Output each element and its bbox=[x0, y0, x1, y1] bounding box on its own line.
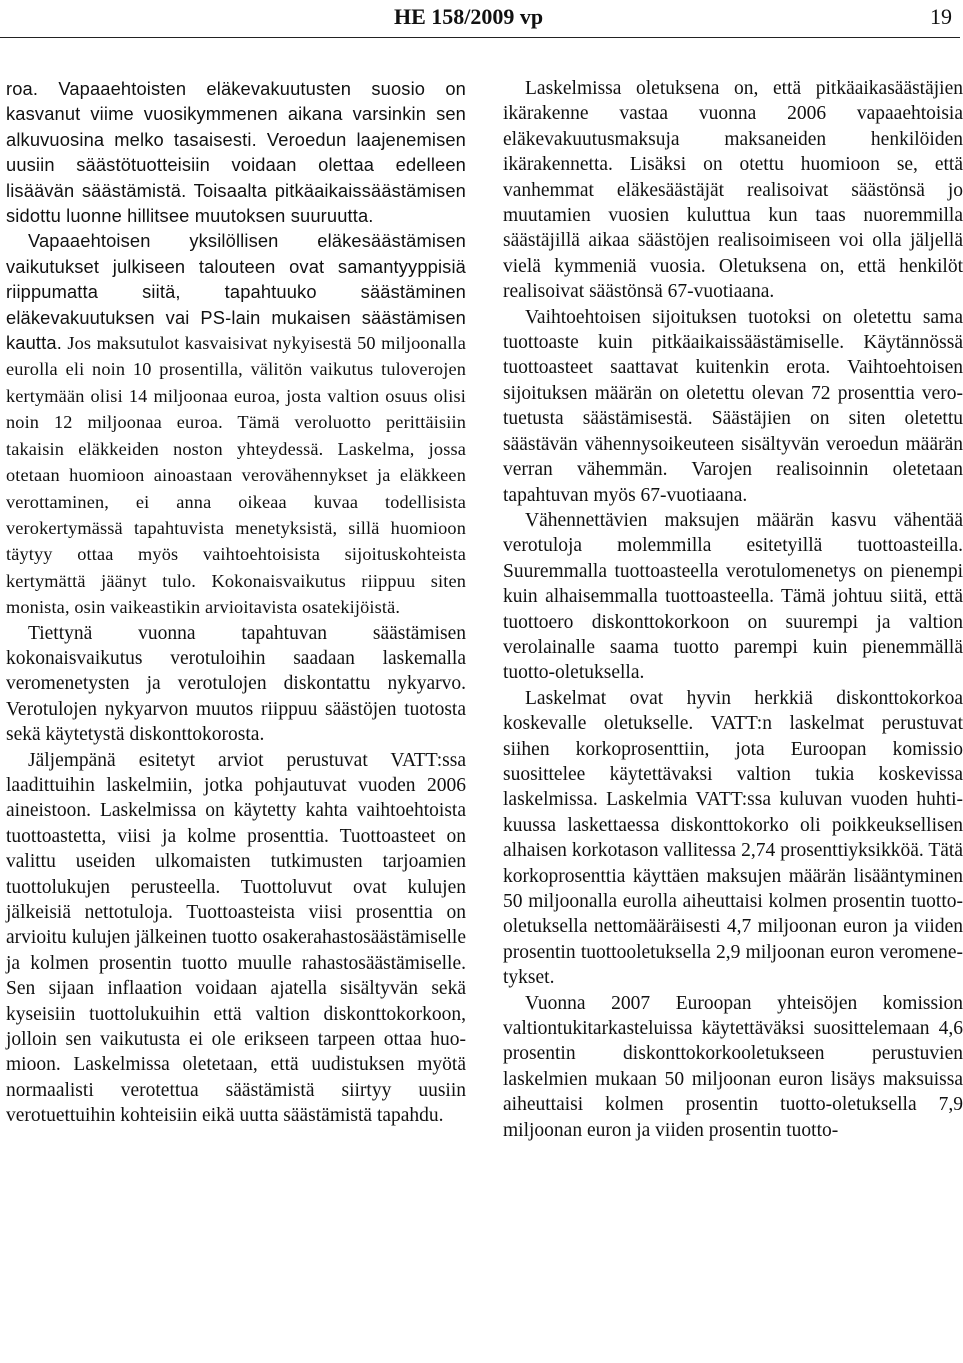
paragraph-serif-part: Jos maksutulot kasvaisivat nykyisestä 50 miljoonalla eurolla eli noin 10 prosentilla, välitön vaikutus tuloverojen kertymään olisi 14 miljoonaa euroa, josta valtion osuus olisi noin 12 miljoonaa euroa. Tämä veroluotto perittäisiin takaisin eläkkeiden noston yhteydessä. Laskelma, jossa otetaan huomioon ainoastaan verovähennykset ja eläkkeen verottaminen, ei anna oikeaa kuvaa todellisista verokertymässä tapahtuvista menetyksistä, sillä huomioon täytyy ottaa myös vaihtoehtoisista sijoituskohteista kertymättä jäänyt tulo. Kokonaisvaikutus riippuu siten monista, osin vaikeastikin arvioitavista osatekijöistä. bbox=[6, 333, 466, 618]
paragraph-sans-part: Vapaaehtoisen yksilöllisen eläkesäästämisen vaikutukset julkiseen talouteen ovat samantyyppisiä riippumatta siitä, tapahtuuko säästäminen eläkevakuutuksen vai PS-lain mukaisen säästämisen kautta. bbox=[6, 230, 466, 354]
right-column bbox=[503, 76, 963, 1143]
left-column bbox=[6, 76, 466, 1129]
paragraph: roa. Vapaaehtoisten eläkevakuutusten suosio on kasvanut viime vuosikymmenen aikana varsinkin sen alkuvuosina melko tasaisesti. Veroedun laajenemisen uusiin säästötuotteisiin voidaan olettaa edelleen lisäävän säästämistä. Toisaalta pitkäaikaissäästämisen sidottu luonne hillitsee muutoksen suuruutta. bbox=[6, 78, 466, 227]
document-id: HE 158/2009 vp bbox=[394, 4, 544, 29]
paragraph bbox=[6, 228, 466, 620]
paragraph: Tiettynä vuonna tapahtuvan säästämisen kokonaisvaikutus verotuloihin saadaan laskemalla veromenetysten ja verotulojen diskontattu nykyarvo. Verotulojen nykyarvon muutos riippuu säästöjen tuotosta sekä käytetystä diskonttokorosta. bbox=[6, 622, 466, 746]
paragraph: Vaihtoehtoisen sijoituksen tuotoksi on oletettu sama tuottoaste kuin pitkäaikaissäästämiselle. Käytännössä tuottoasteet saattavat kuitenkin erota. Vaihtoehtoisen sijoituksen määrän on oletettu olevan 72 prosenttia verotuetusta säästämisestä. Säästäjien on siten oletettu säästävän vähennysoikeuteen sisältyvän veroedun määrän verran vähemmän. Varojen realisoinnin oletetaan tapahtuvan myös 67-vuotiaana. bbox=[503, 306, 963, 506]
paragraph: Jäljempänä esitetyt arviot perustuvat VATT:ssa laadittuihin laskelmiin, jotka pohjautuvat vuoden 2006 aineistoon. Laskelmissa on käytetty kahta vaihtoehtoista tuottoastetta, viisi ja kolme prosenttia. Tuottoasteet on valittu useiden ulkomaisten tutkimusten tarjoamien tuottolukujen perusteella. Tuottoluvut ovat kulujen jälkeisiä nettotuloja. Tuottoasteista viisi prosenttia on arvioitu kulujen jälkeinen tuotto osakerahastosäästämiselle ja kolmen prosentin tuotto muulle rahastosäästämiselle. Sen sijaan inflaation voidaan ajatella sisältyvän sekä kyseisiin tuottolukuihin että valtion diskonttokorkoon, jolloin sen vaikutusta ei ole erikseen tarpeen ottaa huomioon. Laskelmissa oletetaan, että uudistuksen myötä normaalisti verotettua säästämistä siirtyy uusiin verotuettuihin kohteisiin eikä uutta säästämistä tapahdu. bbox=[6, 749, 466, 1127]
page-number: 19 bbox=[930, 4, 952, 29]
page-header bbox=[0, 0, 960, 40]
paragraph: Laskelmissa oletuksena on, että pitkäaikasäästäjien ikärakenne vastaa vuonna 2006 vapaaehtoisia eläkevakuutusmaksuja maksaneiden henkilöiden ikärakennetta. Lisäksi on otettu huomioon se, että vanhemmat eläkesäästäjät realisoivat säästönsä jo muutamien vuosien kuluttua kun taas nuoremmilla säästäjillä aikaa säästöjen realisoimiseen voi olla jäljellä vielä kymmeniä vuosia. Oletuksena on, että henkilöt realisoivat säästönsä 67-vuotiaana. bbox=[503, 78, 963, 303]
header-rule bbox=[0, 37, 960, 38]
paragraph: Vuonna 2007 Euroopan yhteisöjen komission valtiontukitarkasteluissa käytettäväksi suosittelemaan 4,6 prosentin diskonttokorkooletukseen perustuvien laskelmien mukaan 50 miljoonan euron lisäys maksuissa aiheuttaisi kolmen prosentin tuotto-oletuksella 7,9 miljoonan euron ja viiden prosentin tuotto- bbox=[503, 992, 963, 1141]
paragraph: Vähennettävien maksujen määrän kasvu vähentää verotuloja molemmilla esitetyillä tuottoasteilla. Suuremmalla tuottoasteella verotulomenetys on pienempi kuin alhaisemmalla tuottoasteella. Tämä johtuu siitä, että tuottoero diskonttokorkoon on suurempi ja valtion verolainalle saama tuotto parempi kuin pienemmällä tuotto-oletuksella. bbox=[503, 509, 963, 684]
paragraph: Laskelmat ovat hyvin herkkiä diskonttokorkoa koskevalle oletukselle. VATT:n laskelmat perustuvat siihen korkoprosenttiin, jota Euroopan komissio suosittelee käytettävaksi valtion tukia koskevissa laskelmissa. Laskelmia VATT:ssa kuluvan vuoden huhtikuussa laskettaessa diskonttokorko oli poikkeuksellisen alhaisen korkotason vallitessa 2,74 prosenttiyksikköä. Tätä korkoprosenttia käyttäen maksujen määrän lisääntyminen 50 miljoonalla eurolla aiheuttaisi kolmen prosentin tuotto-oletuksella nettomääräisesti 4,7 miljoonan euron ja viiden prosentin tuottooletuksella 2,9 miljoonan euron veromenetykset. bbox=[503, 687, 963, 989]
